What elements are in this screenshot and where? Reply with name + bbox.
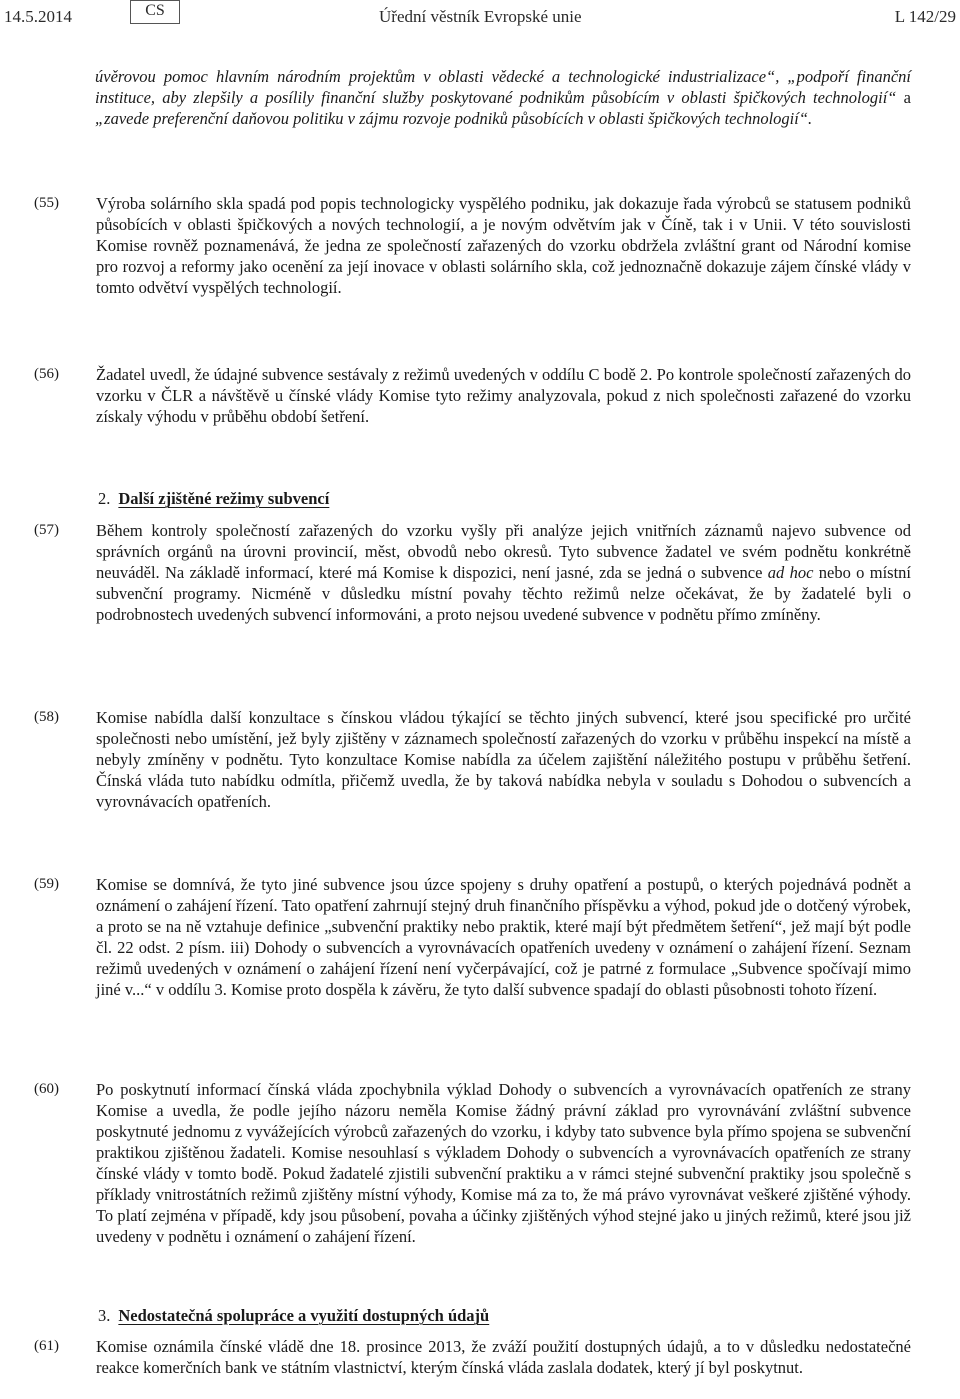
section-title: Další zjištěné režimy subvencí — [118, 489, 330, 508]
paragraph-number: (56) — [34, 366, 59, 382]
paragraph-text: Komise se domnívá, že tyto jiné subvence jsou úzce spojeny s druhy opatření a postupů, o kterých pojednává podnět a oznámení o zahájení řízení. Tato opatření zahrnují stejný druh finančního příspěvku a výhod, pokud jde o dotčený výrobek, a proto se na ně vztahuje definice „subvenční praktiky nebo praktik, které mají být předmětem šetření“, jež mají být podle čl. 22 odst. 2 písm. iii) Dohody o subvencích a vyrovnávacích opatřeních uvedeny v oznámení o zahájení řízení. Seznam režimů uvedených v oznámení o zahájení řízení není vyčerpávající, což je patrné z formulace „Subvence spočívají mimo jiné v...“ v oddílu 3. Komise proto dospěla k závěru, že tyto další subvence spadají do oblasti působnosti tohoto řízení. — [96, 875, 911, 999]
intro-paragraph — [95, 66, 911, 129]
section-heading-2 — [98, 488, 329, 509]
paragraph-number: (61) — [34, 1338, 59, 1354]
paragraph-text: Po poskytnutí informací čínská vláda zpochybnila výklad Dohody o subvencích a vyrovnávacích opatřeních ze strany Komise a uvedla, že podle jejího názoru neměla Komise žádný právní základ pro vyrovnávání zvláštní subvence poskytnuté jednomu z vyvážejících výrobců zařazených do vzorku, i kdyby tato subvence byla přímo spojena se subvenční praktikou zjištěnou žadateli. Komise nesouhlasí s výkladem Dohody o subvencích a vyrovnávacích opatřeních ze strany čínské vlády v tomto bodě. Pokud žadatelé zjistili subvenční praktiku a v rámci stejné subvenční praktiky jsou společně s příklady vnitrostátních režimů zjištěny místní výhody, Komise má za to, že má právo vyrovnávat veškeré zjištěné výhody. To platí zejména v případě, kdy jsou působení, povaha a účinky zjištěných výhod stejné jako u jiných režimů, které jsou již uvedeny v podnětu i oznámení o zahájení řízení. — [96, 1080, 911, 1246]
section-number: 3. — [98, 1306, 111, 1325]
paragraph-text-part: Během kontroly společností zařazených do vzorku vyšly při analýze jejich vnitřních záznamů najevo subvence od správních orgánů na úrovni provincií, měst, obvodů nebo okresů. Tyto subvence žadatel ve svém podnětu konkrétně neuváděl. Na základě informací, které má Komise k dispozici, není jasné, zda se jedná o subvence — [96, 521, 911, 582]
paragraph-number: (58) — [34, 709, 59, 725]
paragraph-58 — [34, 707, 911, 812]
paragraph-text-italic: ad hoc — [767, 563, 814, 582]
section-heading-3 — [98, 1305, 489, 1326]
section-number: 2. — [98, 489, 111, 508]
paragraph-text: Komise nabídla další konzultace s čínskou vládou týkající se těchto jiných subvencí, které jsou specifické pro určité společnosti nebo umístění, jež byly zjištěny v záznamech společností zařazených do vzorku v průběhu inspekcí na místě a nebyly zmíněny v podnětu. Tyto konzultace Komise nabídla za účelem zajištění náležitého postupu v průběhu šetření. Čínská vláda tuto nabídku odmítla, přičemž uvedla, že by taková nabídka nebyla v souladu s Dohodou o subvencích a vyrovnávacích opatřeních. — [96, 708, 911, 811]
paragraph-number: (57) — [34, 522, 59, 538]
journal-title: Úřední věstník Evropské unie — [379, 7, 582, 26]
intro-connector: a — [896, 88, 911, 107]
paragraph-text: Komise oznámila čínské vládě dne 18. prosince 2013, že zváží použití dostupných údajů, a to v důsledku nedostatečné reakce komerčních bank ve státním vlastnictví, kterým čínská vláda zaslala dodatek, který jí byl poskytnut. — [96, 1337, 911, 1377]
paragraph-60 — [34, 1079, 911, 1247]
paragraph-61 — [34, 1336, 911, 1378]
paragraph-number: (55) — [34, 195, 59, 211]
paragraph-text — [96, 520, 911, 625]
paragraph-text: Žadatel uvedl, že údajné subvence sestávaly z režimů uvedených v oddílu C bodě 2. Po kontrole společností zařazených do vzorku v ČLR a návštěvě u čínské vlády Komise tyto režimy analyzovala, pokud z nich společnosti zařazené do vzorku získaly výhodu v průběhu období šetření. — [96, 365, 911, 426]
page-reference: L 142/29 — [894, 7, 956, 26]
paragraph-number: (59) — [34, 876, 59, 892]
paragraph-text-part: nebo o místní subvenční programy. Nicméně v důsledku místní povahy těchto režimů nelze očekávat, že by žadatelé byli o podrobnostech uvedených subvencí informováni, a proto nejsou uvedené subvence v podnětu přímo zmíněny. — [96, 563, 912, 624]
paragraph-number: (60) — [34, 1081, 59, 1097]
section-title: Nedostatečná spolupráce a využití dostupných údajů — [118, 1306, 490, 1325]
language-badge: CS — [130, 0, 180, 24]
paragraph-59 — [34, 874, 911, 1000]
publication-date: 14.5.2014 — [4, 7, 72, 26]
intro-text — [95, 66, 911, 129]
page-header — [0, 0, 960, 40]
paragraph-57 — [34, 520, 912, 625]
paragraph-56 — [34, 364, 911, 427]
paragraph-55 — [34, 193, 911, 298]
paragraph-text: Výroba solárního skla spadá pod popis technologicky vyspělého podniku, jak dokazuje řada výrobců se statusem podniků působících v oblasti špičkových a nových technologií, a je novým odvětvím jak v Číně, tak i v Unii. V této souvislosti Komise rovněž poznamenává, že jedna ze společností zařazených do vzorku obdržela zvláštní grant od Národní komise pro rozvoj a reformy jako ocenění za její inovace v oblasti solárního skla, což jednoznačně dokazuje zájem čínské vlády v tomto odvětví vyspělých technologií. — [96, 194, 911, 297]
intro-quote-1: úvěrovou pomoc hlavním národním projektům v oblasti vědecké a technologické industrializace“, „podpoří finanční instituce, aby zlepšily a posílily finanční služby poskytované podnikům působícím v oblasti špičkových technologií“ — [95, 67, 911, 107]
intro-quote-2: „zavede preferenční daňovou politiku v zájmu rozvoje podniků působících v oblasti špičkových technologií“. — [95, 109, 813, 128]
